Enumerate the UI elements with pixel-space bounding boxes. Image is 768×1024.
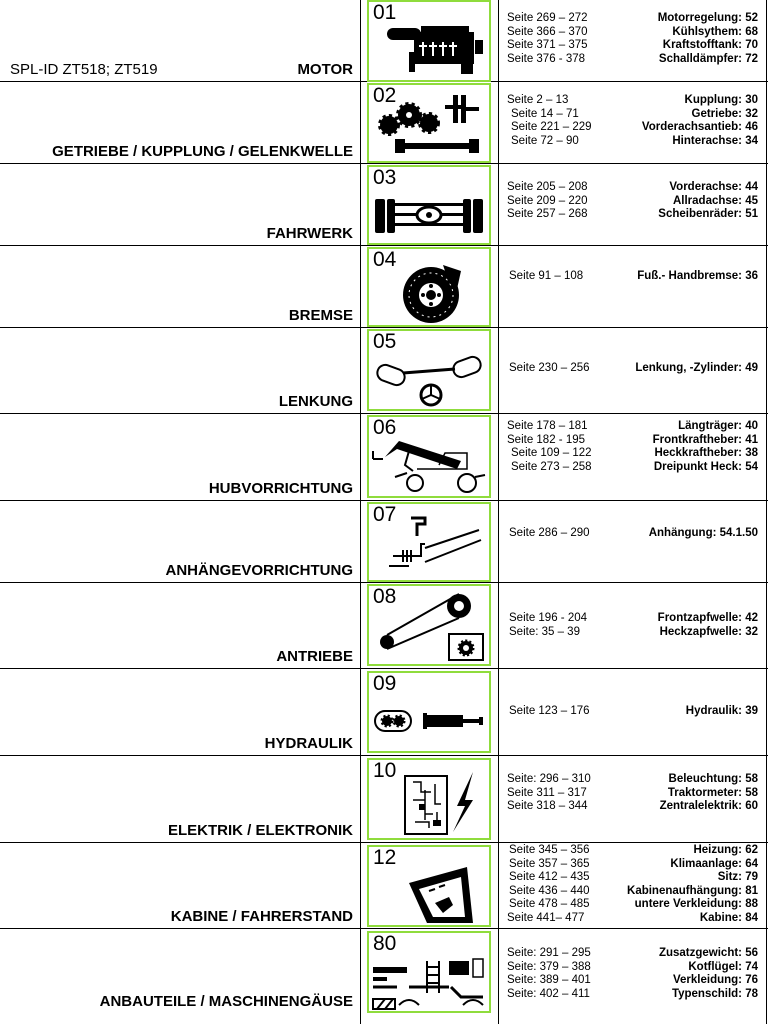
section-icon-box	[367, 502, 491, 582]
section-icon-box	[367, 845, 491, 927]
row-label: BREMSE	[288, 307, 353, 324]
page-range: Seite 286 – 290	[509, 527, 590, 539]
belt-drive-icon	[369, 586, 489, 664]
section-icon-box	[367, 584, 491, 666]
reference-list	[649, 527, 758, 541]
section-number: 09	[373, 672, 397, 695]
page-range: Seite 357 – 365	[509, 857, 590, 870]
hitch-icon	[369, 504, 489, 580]
page-range-list	[507, 362, 590, 376]
page-range: Seite: 296 – 310	[507, 773, 591, 785]
page-range: Seite 230 – 256	[509, 362, 590, 374]
page-range: Seite 311 – 317	[507, 786, 587, 799]
chassis-icon	[369, 167, 489, 243]
page-range-list	[507, 527, 590, 541]
page-range-list	[507, 947, 591, 1001]
reference-item: Hydraulik: 39	[685, 705, 758, 717]
reference-item: Typenschild: 78	[671, 987, 758, 1000]
section-icon-box	[367, 415, 491, 498]
row-label: ANBAUTEILE / MASCHINENGÄUSE	[99, 993, 353, 1010]
reference-item: Kotflügel: 74	[688, 960, 758, 973]
reference-list	[658, 12, 758, 66]
table-row-antriebe	[0, 583, 768, 669]
reference-item: Kabinenaufhängung: 81	[627, 884, 758, 897]
reference-list	[642, 94, 758, 148]
section-icon-box	[367, 758, 491, 840]
reference-item: Heckkraftheber: 38	[654, 447, 758, 459]
row-label: HYDRAULIK	[264, 735, 353, 752]
reference-item: Schalldämpfer: 72	[658, 52, 758, 65]
reference-item: Klimaanlage: 64	[670, 857, 758, 870]
row-label: MOTOR	[297, 61, 353, 78]
page-range-list	[507, 94, 592, 148]
reference-list	[686, 705, 758, 719]
reference-item: Beleuchtung: 58	[668, 773, 758, 785]
reference-list	[658, 612, 758, 639]
page-range: Seite 478 – 485	[509, 898, 590, 910]
page-range-list	[507, 844, 590, 925]
steering-icon	[369, 331, 489, 409]
row-label: LENKUNG	[278, 393, 353, 410]
table-row-elektrik	[0, 756, 768, 843]
reference-list	[635, 362, 758, 376]
section-number: 80	[373, 932, 397, 955]
section-number: 03	[373, 166, 397, 189]
table-row-hydraulik	[0, 669, 768, 756]
lift-icon	[369, 417, 489, 496]
page-range: Seite 412 – 435	[509, 871, 590, 883]
section-number: 05	[373, 330, 397, 353]
row-label: ANHÄNGEVORRICHTUNG	[165, 562, 353, 579]
page-range: Seite 221 – 229	[511, 121, 592, 133]
reference-item: Frontzapfwelle: 42	[657, 612, 758, 624]
reference-item: Getriebe: 32	[691, 107, 758, 120]
reference-item: Heckzapfwelle: 32	[659, 625, 758, 638]
section-icon-box	[367, 165, 491, 245]
reference-item: Dreipunkt Heck: 54	[653, 460, 758, 473]
reference-item: Verkleidung: 76	[672, 974, 758, 986]
table-row-fahrwerk	[0, 164, 768, 246]
hydraulic-icon	[369, 673, 489, 751]
page-range: Seite 257 – 268	[507, 208, 588, 220]
section-number: 02	[373, 84, 397, 107]
page-range-list	[507, 12, 588, 66]
reference-item: Kupplung: 30	[684, 94, 758, 106]
page-range: Seite 273 – 258	[511, 460, 592, 473]
section-number: 06	[373, 416, 397, 439]
reference-list	[653, 420, 758, 474]
reference-item: Motorregelung: 52	[657, 12, 758, 24]
attachments-icon	[369, 933, 489, 1011]
section-icon-box	[367, 247, 491, 327]
section-icon-box	[367, 0, 491, 82]
page-range: Seite 376 - 378	[507, 52, 586, 65]
reference-item: Traktormeter: 58	[667, 786, 758, 799]
page-range: Seite 182 - 195	[507, 433, 586, 446]
page-range: Seite 441– 477	[507, 911, 585, 924]
reference-item: Zusatzgewicht: 56	[658, 947, 758, 959]
spl-id-label: SPL-ID ZT518; ZT519	[10, 61, 158, 78]
table-row-bremse	[0, 246, 768, 328]
reference-item: Kraftstofftank: 70	[662, 39, 758, 51]
section-icon-box	[367, 671, 491, 753]
table-row-lenkung	[0, 328, 768, 414]
section-number: 08	[373, 585, 397, 608]
reference-item: Kabine: 84	[699, 911, 758, 924]
page-range: Seite: 35 – 39	[509, 625, 580, 638]
page-range: Seite 345 – 356	[509, 844, 590, 856]
engine-icon	[369, 2, 489, 80]
section-number: 04	[373, 248, 397, 271]
table-row-getriebe	[0, 82, 768, 164]
page-range: Seite 436 – 440	[509, 884, 590, 897]
row-label: GETRIEBE / KUPPLUNG / GELENKWELLE	[52, 143, 353, 160]
row-label: KABINE / FAHRERSTAND	[170, 908, 353, 925]
section-number: 12	[373, 846, 397, 869]
row-label: HUBVORRICHTUNG	[208, 480, 353, 497]
reference-item: Vorderachse: 44	[669, 181, 758, 193]
table-row-anhaengevorrichtung	[0, 501, 768, 583]
reference-item: Heizung: 62	[693, 844, 758, 856]
reference-item: Scheibenräder: 51	[658, 208, 758, 220]
page-range: Seite 123 – 176	[509, 705, 590, 717]
page-range-list	[507, 270, 583, 284]
reference-list	[658, 181, 758, 222]
page-range-list	[507, 773, 591, 814]
circuit-icon	[369, 760, 489, 838]
page-range: Seite 109 – 122	[511, 447, 592, 459]
page-range: Seite 14 – 71	[511, 107, 579, 120]
page-range: Seite: 291 – 295	[507, 947, 591, 959]
reference-list	[660, 773, 758, 814]
page-range-list	[507, 420, 592, 474]
brake-disc-icon	[369, 249, 489, 325]
section-number: 07	[373, 503, 397, 526]
page-range: Seite 196 - 204	[509, 612, 588, 624]
page-range-list	[507, 705, 590, 719]
table-row-motor	[0, 0, 768, 82]
page-range: Seite 2 – 13	[507, 94, 569, 106]
page-range-list	[507, 612, 587, 639]
reference-item: untere Verkleidung: 88	[634, 898, 758, 910]
page-range: Seite 178 – 181	[507, 420, 588, 432]
reference-item: Sitz: 79	[717, 871, 758, 883]
page-range: Seite 205 – 208	[507, 181, 588, 193]
reference-item: Vorderachsantieb: 46	[641, 121, 758, 133]
section-number: 01	[373, 1, 397, 24]
row-label: ANTRIEBE	[276, 648, 353, 665]
row-label: FAHRWERK	[266, 225, 353, 242]
gearbox-icon	[369, 85, 489, 161]
reference-list	[637, 270, 758, 284]
table-row-hubvorrichtung	[0, 414, 768, 501]
table-row-kabine	[0, 843, 768, 929]
page-range: Seite: 402 – 411	[507, 987, 590, 1000]
reference-item: Längträger: 40	[678, 420, 758, 432]
page-range: Seite 318 – 344	[507, 800, 588, 812]
page-range: Seite 91 – 108	[509, 270, 584, 282]
cabin-icon	[369, 847, 489, 925]
page-range-list	[507, 181, 588, 222]
reference-item: Anhängung: 54.1.50	[648, 527, 758, 539]
reference-item: Allradachse: 45	[672, 194, 758, 207]
page-range: Seite: 389 – 401	[507, 974, 591, 986]
row-label: ELEKTRIK / ELEKTRONIK	[167, 822, 353, 839]
reference-item: Frontkraftheber: 41	[652, 433, 758, 446]
section-number: 10	[373, 759, 397, 782]
section-icon-box	[367, 329, 491, 411]
page-range: Seite 209 – 220	[507, 194, 588, 207]
page-range: Seite 269 – 272	[507, 12, 588, 24]
reference-item: Zentralelektrik: 60	[659, 800, 758, 812]
page-range: Seite 371 – 375	[507, 39, 588, 51]
section-icon-box	[367, 83, 491, 163]
reference-item: Kühlsythem: 68	[672, 25, 758, 38]
page-range: Seite 366 – 370	[507, 25, 588, 38]
page-range: Seite 72 – 90	[511, 134, 579, 147]
table-row-anbauteile	[0, 929, 768, 1013]
reference-item: Fuß.- Handbremse: 36	[637, 270, 758, 282]
reference-list	[659, 947, 758, 1001]
reference-item: Hinterachse: 34	[672, 134, 758, 147]
reference-item: Lenkung, -Zylinder: 49	[635, 362, 758, 374]
reference-list	[627, 844, 758, 925]
page-range: Seite: 379 – 388	[507, 960, 591, 973]
section-icon-box	[367, 931, 491, 1013]
